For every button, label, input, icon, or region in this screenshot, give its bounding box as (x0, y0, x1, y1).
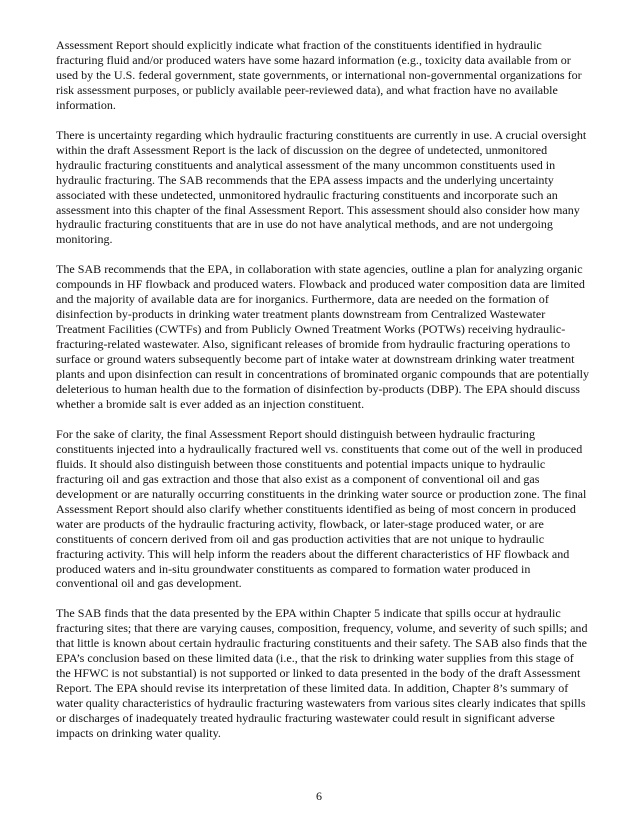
page-number: 6 (316, 789, 322, 803)
paragraph-clarity-distinction: For the sake of clarity, the final Assessment Report should distinguish between hydraulic fracturing constituents injected into a hydraulically fractured well vs. constituents that come out of the well in produced fluids. It should also distinguish between those constituents and potential impacts unique to hydraulic fracturing oil and gas extraction and those that also exist as a component of conventional oil and gas development or are naturally occurring constituents in the drinking water source or production zone. The final Assessment Report should also clarify whether constituents identified as being of most concern in produced water are products of the hydraulic fracturing activity, flowback, or later-stage produced water, or are constituents of concern derived from oil and gas production activities that are not unique to hydraulic fracturing activity. This will help inform the readers about the different characteristics of HF flowback and produced waters and in-situ groundwater constituents as compared to formation water produced in conventional oil and gas development. (56, 426, 587, 591)
paragraph-spills-findings: The SAB finds that the data presented by the EPA within Chapter 5 indicate that spills occur at hydraulic fracturing sites; that there are varying causes, composition, frequency, volume, and severity of such spills; and that little is known about certain hydraulic fracturing constituents and their safety. The SAB also finds that the EPA’s conclusion based on these limited data (i.e., that the risk to drinking water supplies from this stage of the HFWC is not substantial) is not supported or linked to data presented in the body of the draft Assessment Report. The EPA should revise its interpretation of these limited data. In addition, Chapter 8’s summary of water quality characteristics of hydraulic fracturing wastewaters from various sites clearly indicates that spills or discharges of inadequately treated hydraulic fracturing wastewater could result in significant adverse impacts on drinking water quality. (56, 606, 588, 741)
paragraph-constituent-uncertainty: There is uncertainty regarding which hydraulic fracturing constituents are currently in use. A crucial oversight within the draft Assessment Report is the lack of discussion on the degree of undetected, unmonitored hydraulic fracturing constituents and analytical assessment of the many uncommon constituents used in hydraulic fracturing. The SAB recommends that the EPA assess impacts and the underlying uncertainty associated with these undetected, unmonitored hydraulic fracturing constituents and incorporate such an assessment into this chapter of the final Assessment Report. This assessment should also consider how many hydraulic fracturing constituents that are in use do not have analytical methods, and are not undergoing monitoring. (56, 127, 587, 247)
paragraph-hazard-information: Assessment Report should explicitly indicate what fraction of the constituents identified in hydraulic fracturing fluid and/or produced waters have some hazard information (e.g., toxicity data available from or used by the U.S. federal government, state governments, or international non-governmental organizations for risk assessment purposes, or publicly available peer-reviewed data), and what fraction have no available information. (56, 38, 582, 112)
document-body (56, 38, 590, 756)
paragraph-organic-compounds-plan: The SAB recommends that the EPA, in collaboration with state agencies, outline a plan for analyzing organic compounds in HF flowback and produced waters. Flowback and produced water composition data are limited and the majority of available data are for inorganics. Furthermore, data are needed on the formation of disinfection by-products in drinking water treatment plants downstream from Centralized Wastewater Treatment Facilities (CWTFs) and from Publicly Owned Treatment Works (POTWs) receiving hydraulic-fracturing-related wastewater. Also, significant releases of bromide from hydraulic fracturing operations to surface or ground waters subsequently become part of intake water at downstream drinking water treatment plants and upon disinfection can result in concentrations of brominated organic compounds that are potentially deleterious to human health due to the formation of disinfection by-products (DBP). The EPA should discuss whether a bromide salt is ever added as an injection constituent. (56, 262, 590, 411)
